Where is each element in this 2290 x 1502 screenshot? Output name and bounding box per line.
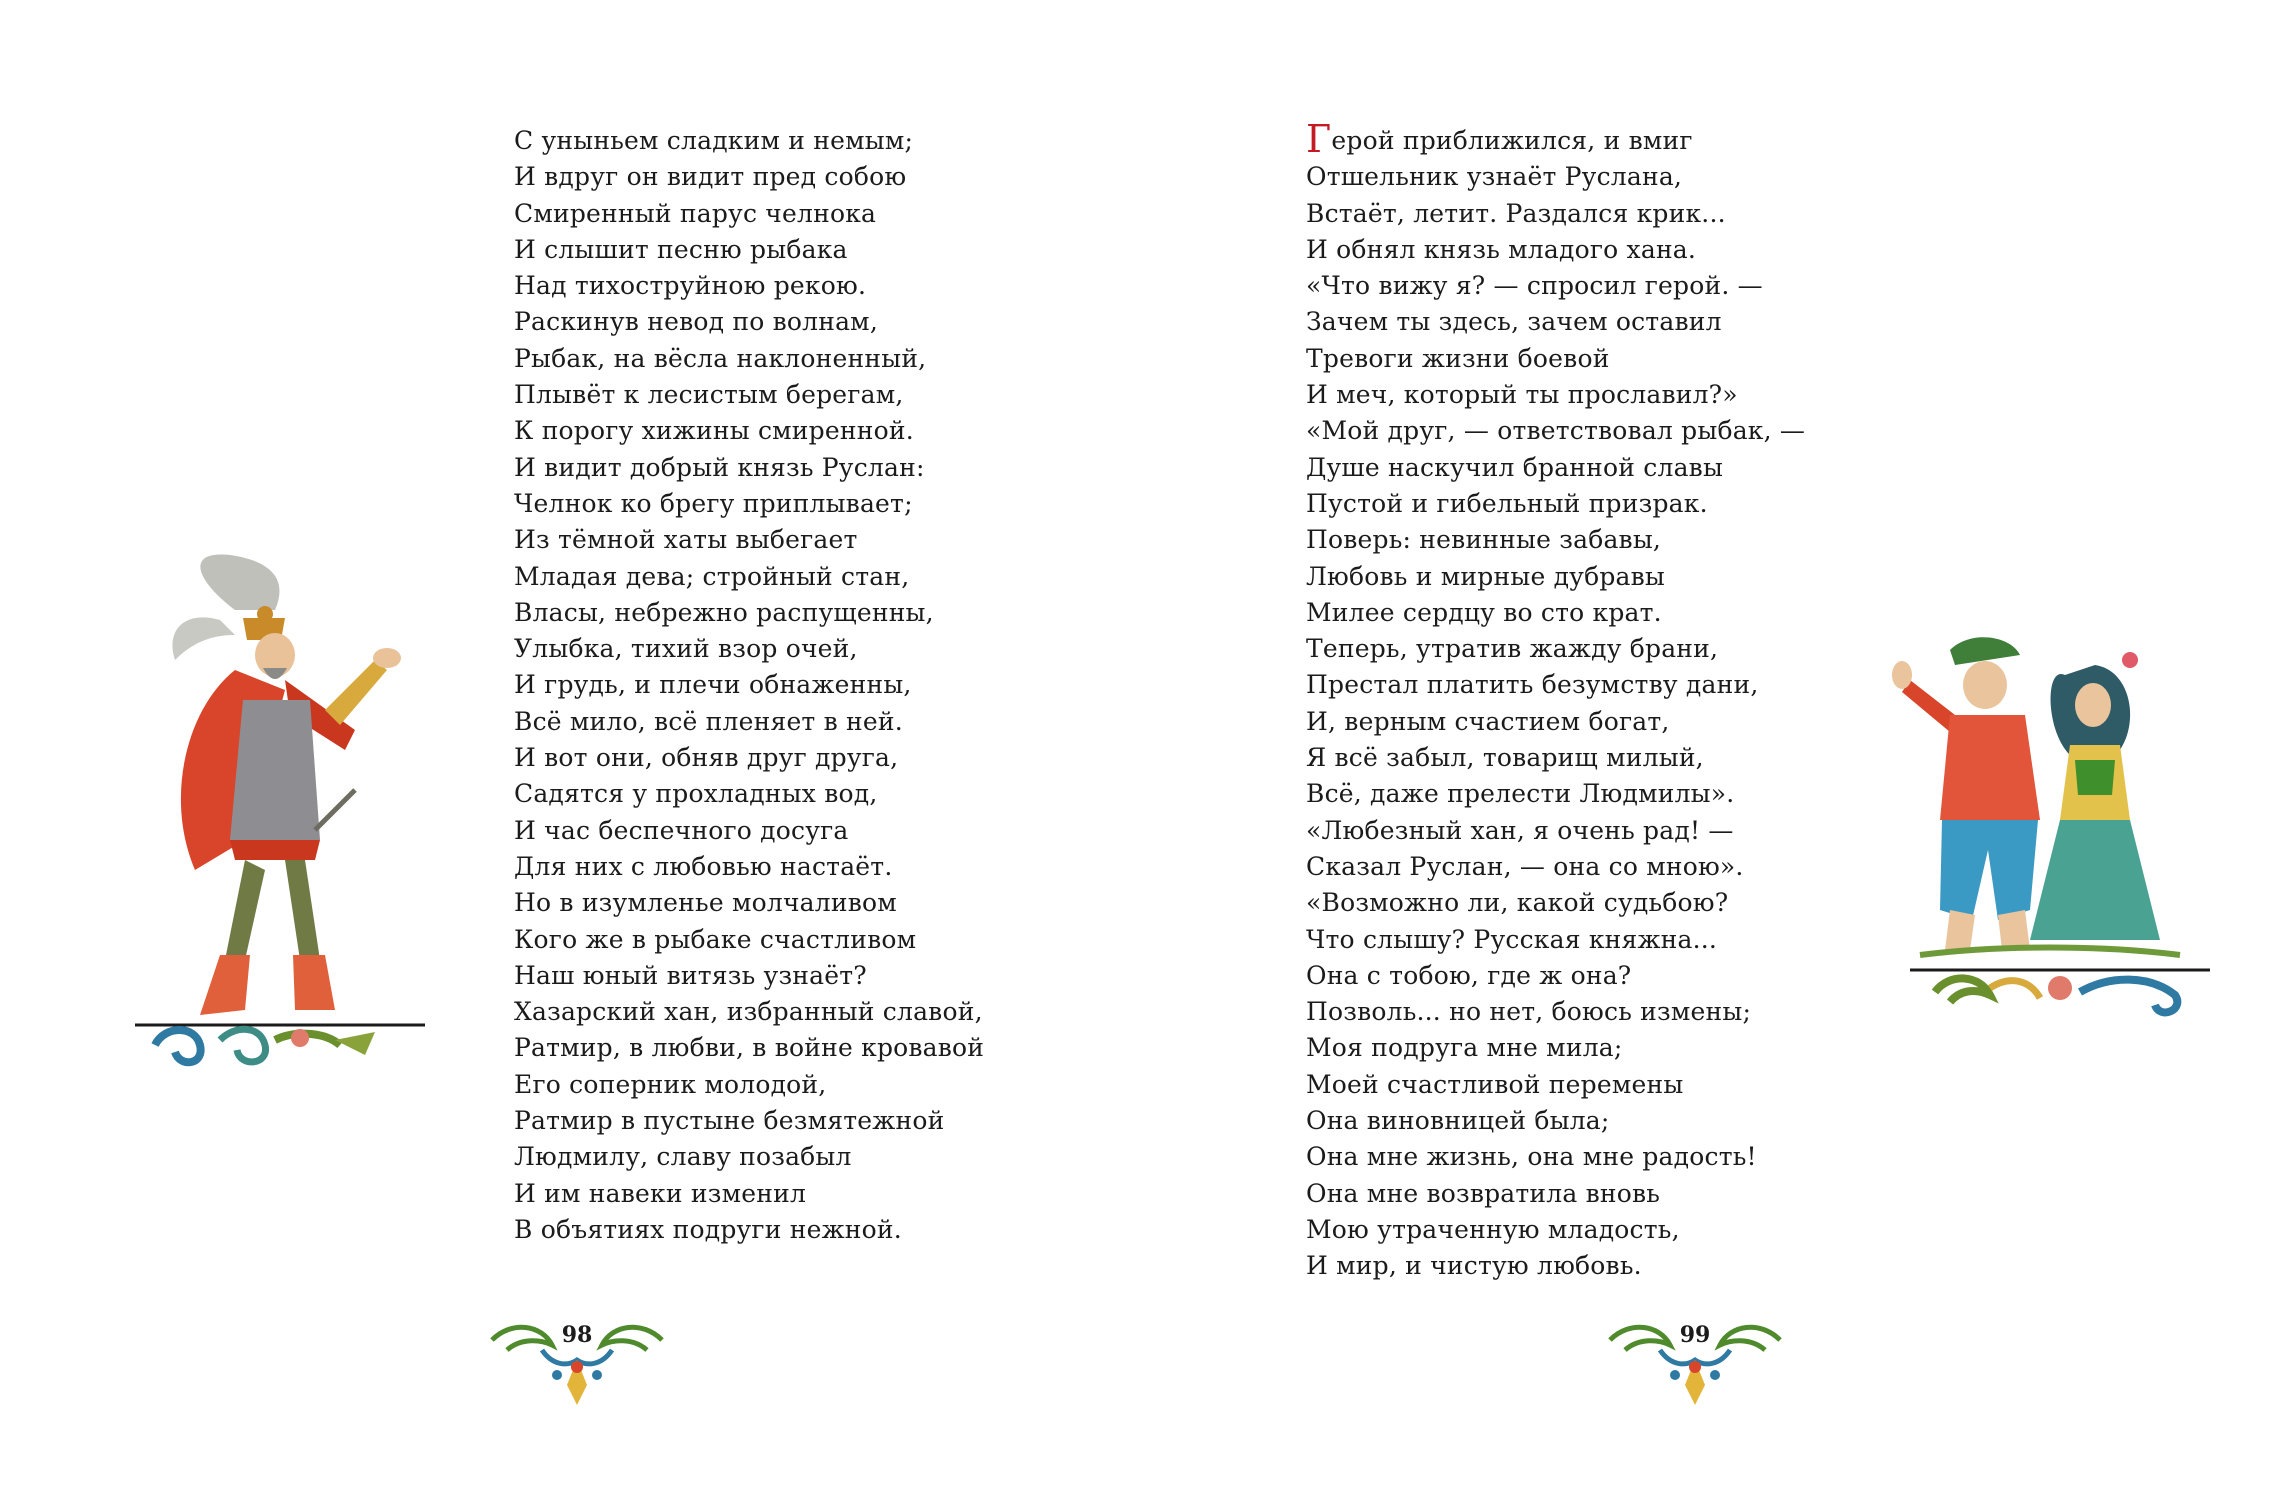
verse-line: Я всё забыл, товарищ милый, <box>1306 743 1704 773</box>
page-number: 99 <box>1679 1322 1711 1348</box>
verse-line: К порогу хижины смиренной. <box>514 416 914 446</box>
verse-first-line <box>1306 117 1805 161</box>
verse-line: И мир, и чистую любовь. <box>1306 1251 1642 1281</box>
verse-line: Встаёт, летит. Раздался крик... <box>1306 198 1726 228</box>
verse-line: Позволь... но нет, боюсь измены; <box>1306 997 1752 1027</box>
verse-line: Из тёмной хаты выбегает <box>514 525 858 555</box>
verse-line: Кого же в рыбаке счастливом <box>514 924 917 954</box>
verse-line: Хазарский хан, избранный славой, <box>514 997 983 1027</box>
verse-line: «Возможно ли, какой судьбою? <box>1306 888 1729 918</box>
verse-line: Теперь, утратив жажду брани, <box>1306 634 1719 664</box>
verse-line: И им навеки изменил <box>514 1178 807 1208</box>
verse-line: С уныньем сладким и немым; <box>514 126 914 155</box>
verse-line: Раскинув невод по волнам, <box>514 307 878 337</box>
verse-line: Зачем ты здесь, зачем оставил <box>1306 307 1722 337</box>
verse-line: Людмилу, славу позабыл <box>514 1142 852 1172</box>
verse-line: «Мой друг, — ответствовал рыбак, — <box>1306 416 1806 446</box>
page-number: 98 <box>561 1322 593 1348</box>
right-page <box>1145 0 2290 1502</box>
warrior-illustration <box>125 540 435 1070</box>
verse-line: Ратмир, в любви, в войне кровавой <box>514 1033 985 1063</box>
verse-line: И вдруг он видит пред собою <box>514 162 907 192</box>
verse-line: Плывёт к лесистым берегам, <box>514 380 904 410</box>
verse-line: Его соперник молодой, <box>514 1069 827 1099</box>
verse-line: Ратмир в пустыне безмятежной <box>514 1106 945 1136</box>
verse-line: И слышит песню рыбака <box>514 234 848 264</box>
verse-line: Она виновницей была; <box>1306 1106 1610 1136</box>
verse-first-line-text: ерой приближился, и вмиг <box>1331 126 1693 155</box>
verse-line: Сказал Руслан, — она со мною». <box>1306 851 1744 881</box>
verse-line: Всё, даже прелести Людмилы». <box>1306 779 1735 809</box>
verse-line: «Любезный хан, я очень рад! — <box>1306 815 1734 845</box>
verse-line: Душе наскучил бранной славы <box>1306 452 1724 482</box>
page-number-ornament <box>482 1305 672 1415</box>
verse-line: И меч, который ты прославил?» <box>1306 380 1738 410</box>
verse-line: Моей счастливой перемены <box>1306 1069 1684 1099</box>
verse-line: Смиренный парус челнока <box>514 198 877 228</box>
verse-line: Она мне возвратила вновь <box>1306 1178 1661 1208</box>
verse-line: И, верным счастием богат, <box>1306 706 1670 736</box>
verse-line: Садятся у прохладных вод, <box>514 779 878 809</box>
verse-line: Что слышу? Русская княжна... <box>1306 924 1718 954</box>
verse-line: И вот они, обняв друг друга, <box>514 743 899 773</box>
verse-line: Всё мило, всё пленяет в ней. <box>514 706 903 736</box>
verse-line: Поверь: невинные забавы, <box>1306 525 1662 555</box>
verse-line: И грудь, и плечи обнаженны, <box>514 670 912 700</box>
fisherman-and-maiden-icon <box>1880 620 2240 1080</box>
verse-line: Рыбак, на вёсла наклоненный, <box>514 343 927 373</box>
verse-line: Отшельник узнаёт Руслана, <box>1306 162 1683 192</box>
verse-line: Тревоги жизни боевой <box>1306 343 1610 373</box>
verse-line: Милее сердцу во сто крат. <box>1306 597 1662 627</box>
verse-line: «Что вижу я? — спросил герой. — <box>1306 271 1763 301</box>
verse-line: Она с тобою, где ж она? <box>1306 960 1632 990</box>
couple-illustration <box>1880 620 2240 1080</box>
verse-line: Для них с любовью настаёт. <box>514 851 893 881</box>
verse-line: Челнок ко брегу приплывает; <box>514 488 913 518</box>
page-number-ornament <box>1600 1305 1790 1415</box>
verse-line: Но в изумленье молчаливом <box>514 888 897 918</box>
verse-line: Мою утраченную младость, <box>1306 1214 1680 1244</box>
verse-line: Пустой и гибельный призрак. <box>1306 488 1708 518</box>
verse-line: Над тихоструйною рекою. <box>514 271 867 301</box>
warrior-figure-icon <box>125 540 435 1070</box>
verse-line: Наш юный витязь узнаёт? <box>514 960 867 990</box>
verse-line: Моя подруга мне мила; <box>1306 1033 1623 1063</box>
verse-line: И час беспечного досуга <box>514 815 849 845</box>
verse-line: Улыбка, тихий взор очей, <box>514 634 858 664</box>
verse-line: Она мне жизнь, она мне радость! <box>1306 1142 1757 1172</box>
verse-line: И обнял князь младого хана. <box>1306 234 1697 264</box>
verse-line: И видит добрый князь Руслан: <box>514 452 925 482</box>
verse-line: Младая дева; стройный стан, <box>514 561 910 591</box>
verse-line: Любовь и мирные дубравы <box>1306 561 1666 591</box>
drop-initial: Г <box>1306 117 1332 161</box>
verse-line: Власы, небрежно распущенны, <box>514 597 934 627</box>
verse-line: В объятиях подруги нежной. <box>514 1214 902 1244</box>
left-page-verse <box>514 123 984 1248</box>
right-page-verse <box>1306 117 1806 1285</box>
verse-line: Престал платить безумству дани, <box>1306 670 1759 700</box>
